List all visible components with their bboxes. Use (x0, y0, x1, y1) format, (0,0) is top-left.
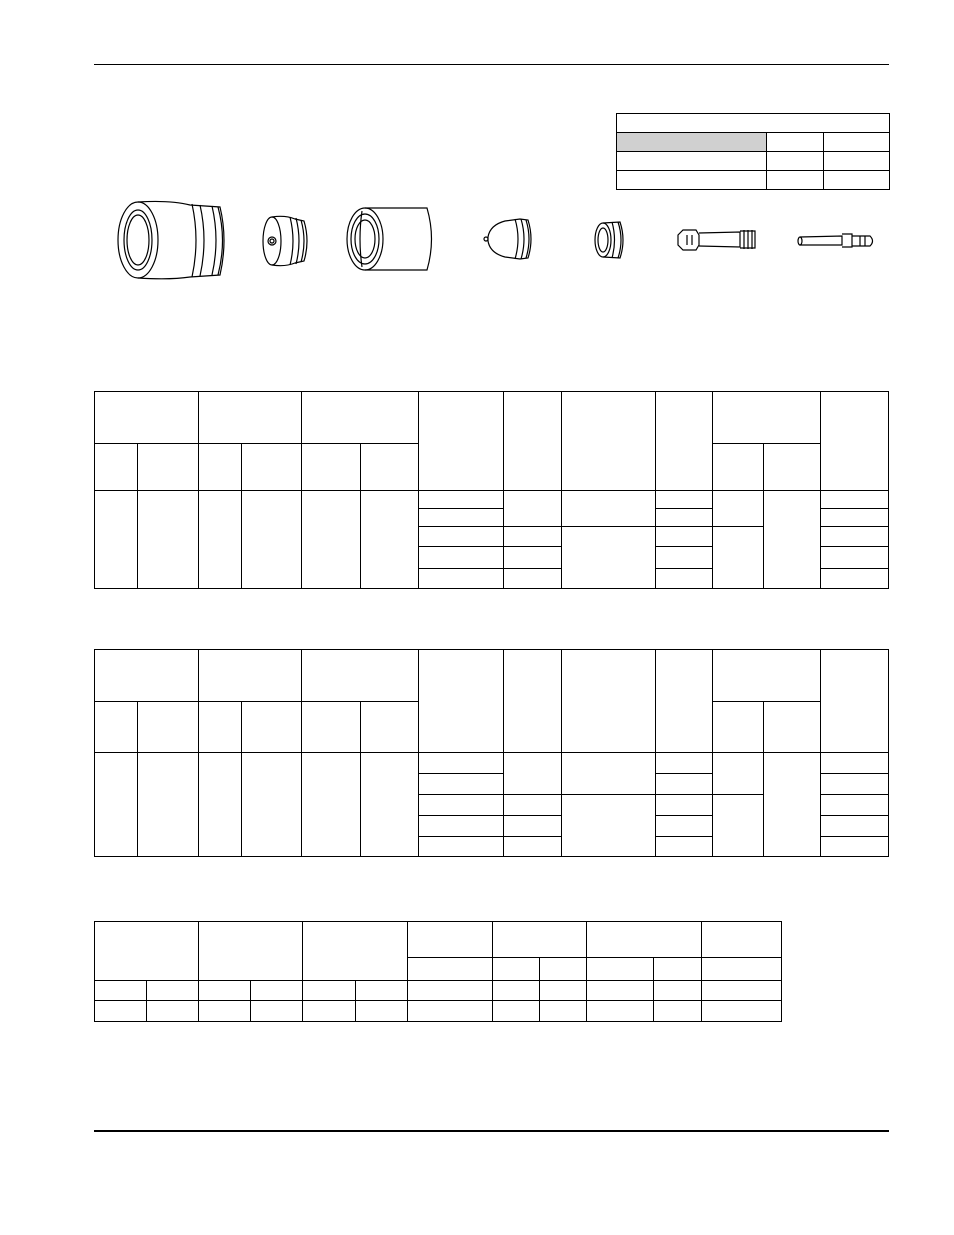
header-cell (562, 392, 656, 491)
subheader-cell (360, 444, 418, 491)
table-cell (562, 795, 656, 857)
legend-cell (617, 171, 767, 190)
table-cell (251, 1001, 303, 1022)
table-cell (656, 569, 713, 589)
table-cell (656, 795, 713, 816)
subheader-cell (587, 958, 654, 981)
table-cell (242, 491, 302, 589)
table-cell (503, 491, 561, 527)
table-cell (95, 753, 138, 857)
table-cell (418, 837, 503, 857)
subheader-cell (138, 444, 199, 491)
header-cell (656, 650, 713, 753)
table-cell (493, 1001, 540, 1022)
table-cell (418, 509, 503, 527)
table-cell (503, 527, 561, 547)
table-cell (656, 774, 713, 795)
subheader-cell (763, 444, 820, 491)
table-cell (418, 547, 503, 569)
subheader-cell (95, 702, 138, 753)
table-row (95, 981, 782, 1001)
legend-header-row (617, 133, 890, 152)
table-cell (654, 1001, 702, 1022)
table-cell (820, 753, 888, 774)
table-cell (251, 981, 303, 1001)
table-cell (820, 795, 888, 816)
table-cell (95, 1001, 147, 1022)
table-cell (302, 753, 360, 857)
electrode-icon (678, 230, 755, 250)
swirl-ring-icon (595, 222, 623, 258)
table-cell (540, 1001, 587, 1022)
table-cell (656, 837, 713, 857)
table-cell (820, 569, 888, 589)
table-cell (147, 1001, 199, 1022)
table-cell (95, 981, 147, 1001)
table-cell (418, 527, 503, 547)
header-cell (199, 922, 303, 981)
legend-cell (824, 171, 890, 190)
table-cell (493, 981, 540, 1001)
header-cell (656, 392, 713, 491)
legend-row (617, 171, 890, 190)
header-cell (713, 392, 820, 444)
table-cell (656, 491, 713, 509)
table-cell (418, 774, 503, 795)
table-cell (562, 753, 656, 795)
table-cell (138, 491, 199, 589)
table-cell (820, 527, 888, 547)
table-cell (503, 569, 561, 589)
legend-cell (824, 133, 890, 152)
table-cell (656, 509, 713, 527)
table-cell (562, 527, 656, 589)
legend-cell (824, 152, 890, 171)
header-cell (199, 392, 302, 444)
header-cell (493, 922, 587, 958)
table-cell (418, 816, 503, 837)
table-cell (702, 981, 782, 1001)
table-cell (820, 491, 888, 509)
table-cell (820, 509, 888, 527)
header-cell (820, 392, 888, 491)
header-cell (303, 922, 408, 981)
subheader-cell (408, 958, 493, 981)
legend-title-cell (617, 114, 890, 133)
process-table-1 (94, 391, 889, 589)
table-cell (138, 753, 199, 857)
legend-cell (617, 152, 767, 171)
header-cell (503, 650, 561, 753)
legend-table (616, 113, 890, 190)
table-cell (763, 491, 820, 589)
table-cell (820, 816, 888, 837)
table-cell (702, 1001, 782, 1022)
header-cell (95, 922, 199, 981)
header-cell (562, 650, 656, 753)
table-cell (199, 753, 242, 857)
table-cell (418, 753, 503, 774)
legend-cell (767, 133, 824, 152)
table-cell (654, 981, 702, 1001)
subheader-cell (713, 444, 763, 491)
legend-row (617, 152, 890, 171)
table-row (95, 753, 889, 774)
subheader-cell (302, 702, 360, 753)
table-cell (199, 491, 242, 589)
header-cell (418, 650, 503, 753)
table-cell (302, 491, 360, 589)
header-cell (418, 392, 503, 491)
subheader-cell (763, 702, 820, 753)
shield-icon (118, 201, 224, 278)
table-cell (503, 837, 561, 857)
table-cell (656, 547, 713, 569)
subheader-cell (199, 702, 242, 753)
header-cell (587, 922, 702, 958)
table-cell (820, 837, 888, 857)
subheader-cell (654, 958, 702, 981)
table-cell (713, 491, 763, 527)
consumable-parts-illustration (100, 195, 900, 295)
table-cell (503, 795, 561, 816)
subheader-cell (302, 444, 360, 491)
table-cell (562, 491, 656, 527)
table-header-row (95, 922, 782, 958)
table-cell (356, 1001, 408, 1022)
table-cell (820, 547, 888, 569)
table-cell (356, 981, 408, 1001)
table-cell (95, 491, 138, 589)
table-cell (656, 753, 713, 774)
table-cell (587, 981, 654, 1001)
subheader-cell (713, 702, 763, 753)
legend-cell (767, 152, 824, 171)
header-cell (95, 650, 199, 702)
subheader-cell (702, 958, 782, 981)
header-cell (302, 650, 418, 702)
table-cell (503, 753, 561, 795)
table-cell (408, 981, 493, 1001)
table-cell (408, 1001, 493, 1022)
legend-shaded-cell (617, 133, 767, 152)
table-cell (418, 795, 503, 816)
process-table-3 (94, 921, 782, 1022)
table-cell (587, 1001, 654, 1022)
table-cell (763, 753, 820, 857)
table-row (95, 491, 889, 509)
table-cell (199, 1001, 251, 1022)
table-cell (199, 981, 251, 1001)
table-cell (418, 491, 503, 509)
header-cell (199, 650, 302, 702)
header-cell (408, 922, 493, 958)
table-cell (713, 795, 763, 857)
subheader-cell (95, 444, 138, 491)
header-rule (94, 64, 889, 65)
table-cell (656, 816, 713, 837)
retaining-cap-icon (347, 208, 432, 270)
header-cell (302, 392, 418, 444)
subheader-cell (242, 702, 302, 753)
table-header-row (95, 650, 889, 702)
footer-rule (94, 1130, 889, 1132)
table-cell (713, 527, 763, 589)
table-cell (503, 816, 561, 837)
subheader-cell (540, 958, 587, 981)
header-cell (702, 922, 782, 958)
table-cell (360, 753, 418, 857)
subheader-cell (138, 702, 199, 753)
table-cell (303, 1001, 356, 1022)
table-cell (418, 569, 503, 589)
subheader-cell (242, 444, 302, 491)
table-cell (242, 753, 302, 857)
nozzle-icon (484, 219, 531, 259)
table-cell (503, 547, 561, 569)
subheader-cell (493, 958, 540, 981)
table-header-row (95, 392, 889, 444)
table-cell (820, 774, 888, 795)
table-cell (540, 981, 587, 1001)
table-row (95, 1001, 782, 1022)
legend-cell (767, 171, 824, 190)
legend-title-row (617, 114, 890, 133)
header-cell (820, 650, 888, 753)
table-cell (360, 491, 418, 589)
table-cell (303, 981, 356, 1001)
header-cell (95, 392, 199, 444)
shield-cap-icon (263, 216, 307, 265)
subheader-cell (360, 702, 418, 753)
process-table-2 (94, 649, 889, 857)
header-cell (503, 392, 561, 491)
table-cell (656, 527, 713, 547)
header-cell (713, 650, 820, 702)
table-cell (147, 981, 199, 1001)
subheader-cell (199, 444, 242, 491)
water-tube-icon (798, 234, 873, 247)
table-cell (713, 753, 763, 795)
